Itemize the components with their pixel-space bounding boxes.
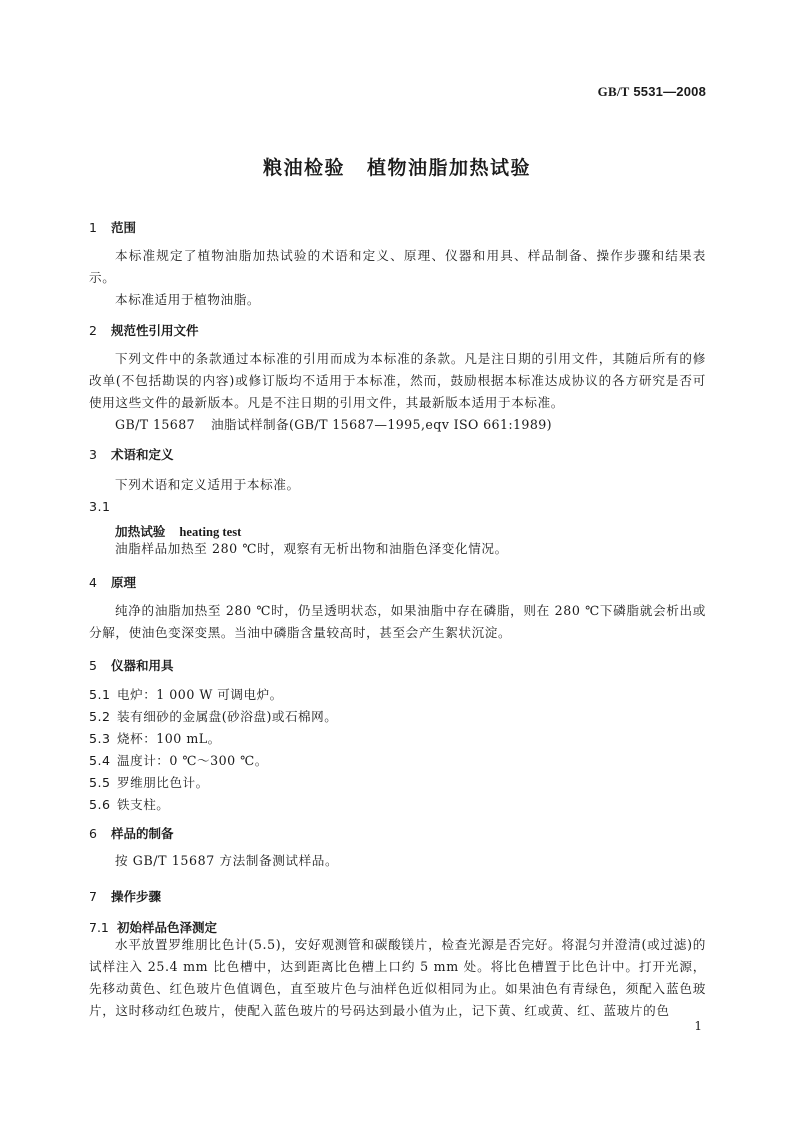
equipment-item: 5.6 铁支柱。 [89,797,170,812]
section-number: 6 [89,826,97,841]
term-english: heating test [179,525,242,539]
section-2-heading [89,321,199,339]
section-title: 初始样品色泽测定 [117,920,218,935]
section-title: 操作步骤 [111,889,162,904]
section-3-intro: 下列术语和定义适用于本标准。 [115,477,300,492]
section-number: 7 [89,889,97,904]
equipment-item: 5.5 罗维朋比色计。 [89,775,209,790]
document-title [0,153,794,180]
section-4-paragraph: 纯净的油脂加热至 280 ℃时，仍呈透明状态，如果油脂中存在磷脂，则在 280 ℃下磷脂就会析出或分解，使油色变深变黑。当油中磷脂含量较高时，甚至会产生絮状沉淀。 [89,603,706,640]
reference-code: GB/T 15687 [115,417,196,432]
section-2-paragraph: 下列文件中的条款通过本标准的引用而成为本标准的条款。凡是注日期的引用文件，其随后所有的修改单(不包括勘误的内容)或修订版均不适用于本标准，然而，鼓励根据本标准达成协议的各方研究是否可使用这些文件的最新版本。凡是不注日期的引用文件，其最新版本适用于本标准。 [89,351,706,410]
section-6-heading [89,824,174,842]
page-number: 1 [694,1019,702,1033]
section-6-paragraph: 按 GB/T 15687 方法制备测试样品。 [115,853,339,868]
section-title: 术语和定义 [111,447,174,462]
section-number: 2 [89,323,97,338]
section-title: 样品的制备 [111,826,174,841]
equipment-item: 5.3 烧杯：100 mL。 [89,731,221,746]
term-number: 3.1 [89,499,111,514]
equipment-item: 5.2 装有细砂的金属盘(砂浴盘)或石棉网。 [89,709,338,724]
term-definition: 油脂样品加热至 280 ℃时，观察有无析出物和油脂色泽变化情况。 [115,541,508,556]
equipment-item: 5.1 电炉：1 000 W 可调电炉。 [89,687,283,702]
section-7-heading [89,887,161,905]
section-title: 仪器和用具 [111,658,174,673]
section-title: 原理 [111,575,137,590]
equipment-item: 5.4 温度计：0 ℃～300 ℃。 [89,753,268,768]
term-chinese: 加热试验 [115,524,166,539]
section-title: 规范性引用文件 [111,323,199,338]
section-number: 4 [89,575,97,590]
section-7-1-paragraph: 水平放置罗维朋比色计(5.5)，安好观测管和碳酸镁片，检查光源是否完好。将混匀并澄清(或过滤)的试样注入 25.4 mm 比色槽中，达到距离比色槽上口约 5 mm 处。将比色槽置于比色计中。打开光源，先移动黄色、红色玻片色值调色，直至玻片色与油样色近似相同为止。如果油色有青绿色，须配入蓝色玻片，这时移动红色玻片，使配入蓝色玻片的号码达到最小值为止，记下黄、红或黄、红、蓝玻片的色 [89,937,706,1018]
standard-prefix: GB/T [597,84,630,99]
section-1-paragraph-1: 本标准规定了植物油脂加热试验的术语和定义、原理、仪器和用具、样品制备、操作步骤和结果表示。 [89,248,706,285]
standard-code: 5531—2008 [633,84,706,99]
section-3-heading [89,445,174,463]
section-5-heading [89,656,174,674]
title-part-2: 植物油脂加热试验 [367,157,532,179]
section-1-heading [89,218,136,236]
section-number: 1 [89,220,97,235]
section-number: 7.1 [89,920,109,935]
title-part-1: 粮油检验 [262,157,345,179]
normative-reference [115,414,552,433]
reference-title: 油脂试样制备(GB/T 15687—1995,eqv ISO 661:1989) [211,417,552,432]
section-1-paragraph-2: 本标准适用于植物油脂。 [115,292,261,307]
section-4-heading [89,573,136,591]
section-title: 范围 [111,220,137,235]
section-number: 3 [89,447,97,462]
standard-number [598,84,706,100]
section-number: 5 [89,658,97,673]
